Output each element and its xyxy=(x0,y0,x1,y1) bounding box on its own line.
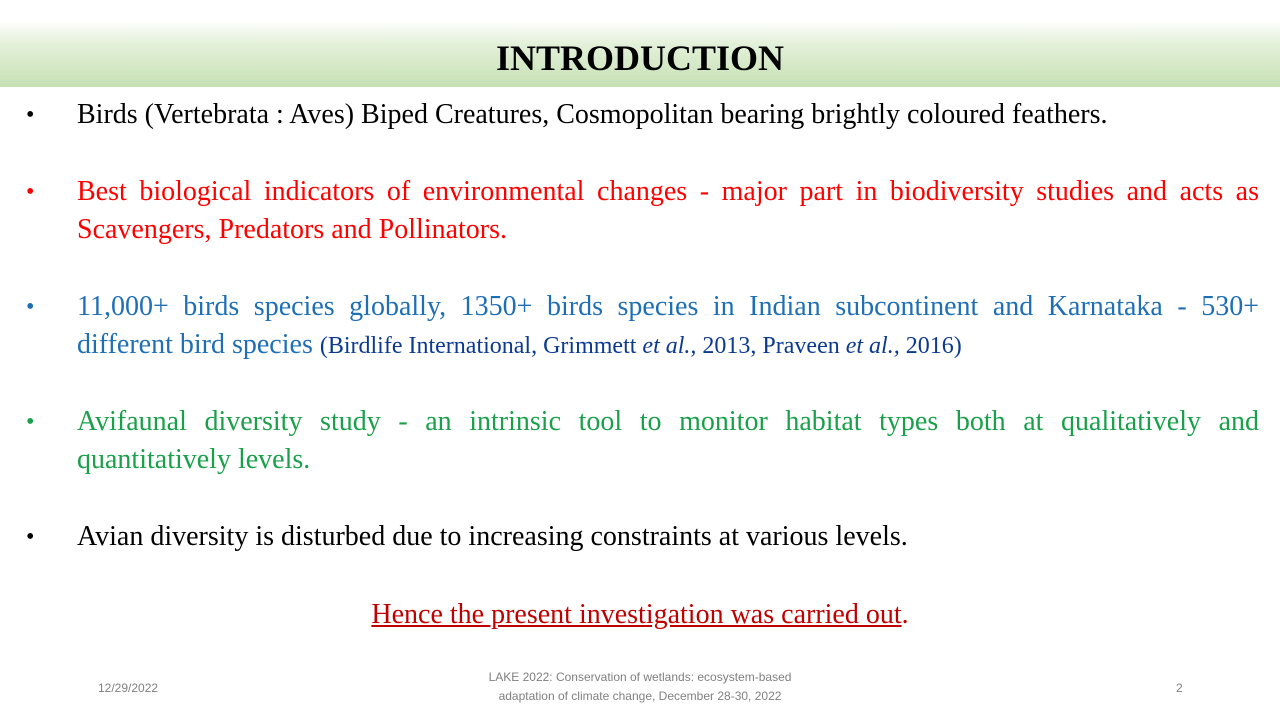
bullet-text: Avian diversity is disturbed due to increasing constraints at various levels. xyxy=(77,521,908,552)
bullet-text: Birds (Vertebrata : Aves) Biped Creatures, Cosmopolitan bearing brightly coloured feathers. xyxy=(77,99,1108,130)
bullet-text: Best biological indicators of environmental changes - major part in biodiversity studies and acts as Scavengers, Predators and Pollinators. xyxy=(77,176,1259,245)
conclusion xyxy=(0,596,1280,634)
bullet-dot: • xyxy=(26,409,35,435)
citation xyxy=(320,333,962,359)
footer-date: 12/29/2022 xyxy=(98,681,159,695)
title-band xyxy=(0,20,1280,87)
citation-part: 2016) xyxy=(899,333,962,359)
bullet-dot: • xyxy=(26,179,35,205)
citation-part: (Birdlife International, Grimmett xyxy=(319,333,643,359)
bullet-text-with-reference xyxy=(77,288,1259,365)
citation-et-al: et al., xyxy=(845,333,900,359)
citation-et-al: et al., xyxy=(642,333,697,359)
bullet-text: 11,000+ birds species globally, 1350+ birds species in Indian subcontinent and Karnataka - 530+ different bird species xyxy=(77,291,1259,360)
bullet-dot: • xyxy=(26,294,35,320)
bullet-dot: • xyxy=(26,102,35,128)
footer-page-number: 2 xyxy=(1176,681,1183,695)
footer-conference xyxy=(420,668,860,708)
slide-title: INTRODUCTION xyxy=(495,37,785,78)
citation-part: 2013, Praveen xyxy=(696,333,846,359)
conclusion-period: . xyxy=(901,599,909,630)
conclusion-text: Hence the present investigation was carried out xyxy=(371,599,902,630)
footer-line-1: LAKE 2022: Conservation of wetlands: ecosystem-based xyxy=(488,670,792,684)
bullet-text: Avifaunal diversity study - an intrinsic tool to monitor habitat types both at qualitatively and quantitatively levels. xyxy=(77,406,1259,475)
bullet-dot: • xyxy=(26,524,35,550)
footer-line-2: adaptation of climate change, December 28-30, 2022 xyxy=(498,689,782,703)
